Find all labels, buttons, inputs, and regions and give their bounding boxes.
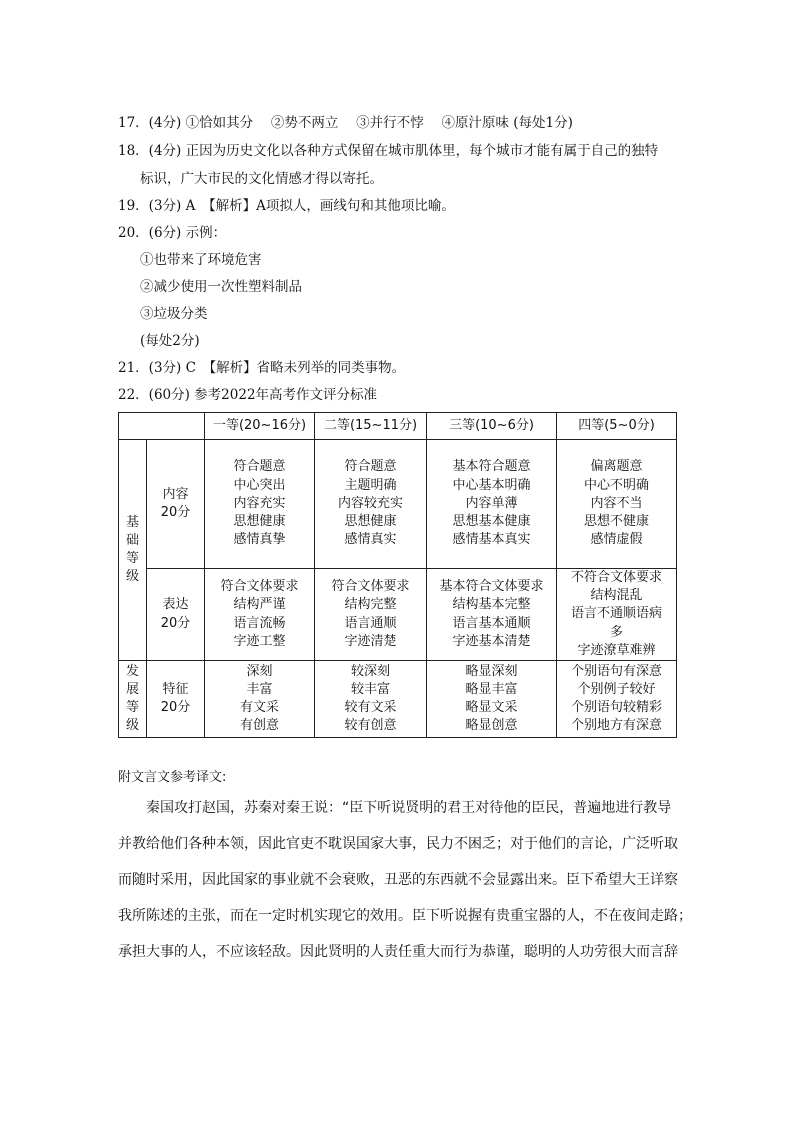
table-cell: 个别语句有深意 个别例子较好 个别语句较精彩 个别地方有深意 [557, 661, 677, 738]
table-cell: 基本符合题意 中心基本明确 内容单薄 思想基本健康 感情基本真实 [427, 440, 557, 569]
table-header-cell: 四等(5~0分) [557, 413, 677, 440]
appendix-title: 附文言文参考译文: [118, 770, 227, 785]
table-row-expression [119, 569, 677, 661]
table-cell: 符合题意 主题明确 内容较充实 思想健康 感情真实 [315, 440, 427, 569]
table-cell: 深刻 丰富 有文采 有创意 [205, 661, 315, 738]
table-header-row [119, 413, 677, 440]
answer-20: 20．(6分) 示例： [118, 225, 227, 241]
answer-17: 17．(4分) ①恰如其分 ②势不两立 ③并行不悖 ④原汁原味 (每处1分) [118, 115, 573, 131]
table-cell: 基本符合文体要求 结构基本完整 语言基本通顺 字迹基本清楚 [427, 569, 557, 661]
answer-20-item: ①也带来了环境危害 [140, 252, 262, 268]
table-cell: 偏离题意 中心不明确 内容不当 思想不健康 感情虚假 [557, 440, 677, 569]
answer-18-line2: 标识，广大市民的文化情感才得以寄托。 [140, 171, 383, 187]
table-cell: 略显深刻 略显丰富 略显文采 略显创意 [427, 661, 557, 738]
answer-22: 22．(60分) 参考2022年高考作文评分标准 [118, 387, 378, 403]
answer-18-line1: 18．(4分) 正因为历史文化以各种方式保留在城市肌体里，每个城市才能有属于自己的独特 [118, 143, 659, 159]
group-label-basic: 基 础 等 级 [119, 440, 147, 661]
row-label-content: 内容 20分 [147, 440, 205, 569]
appendix-line: 而随时采用，因此国家的事业就不会衰败，丑恶的东西就不会显露出来。臣下希望大王详察 [118, 872, 678, 888]
table-cell: 符合文体要求 结构完整 语言通顺 字迹清楚 [315, 569, 427, 661]
table-corner-cell [119, 413, 205, 440]
table-header-cell: 二等(15~11分) [315, 413, 427, 440]
appendix-line: 承担大事的人，不应该轻敌。因此贤明的人责任重大而行为恭谨，聪明的人功劳很大而言辞 [118, 944, 678, 960]
table-row-content [119, 440, 677, 569]
row-label-feature: 特征 20分 [147, 661, 205, 738]
answer-20-item: ②减少使用一次性塑料制品 [140, 279, 302, 295]
table-cell: 符合题意 中心突出 内容充实 思想健康 感情真挚 [205, 440, 315, 569]
answer-19: 19．(3分) A 【解析】A项拟人，画线句和其他项比喻。 [118, 198, 455, 214]
table-cell: 符合文体要求 结构严谨 语言流畅 字迹工整 [205, 569, 315, 661]
row-label-expression: 表达 20分 [147, 569, 205, 661]
table-header-cell: 一等(20~16分) [205, 413, 315, 440]
table-cell: 较深刻 较丰富 较有文采 较有创意 [315, 661, 427, 738]
answer-21: 21．(3分) C 【解析】省略未列举的同类事物。 [118, 360, 406, 376]
group-label-development: 发 展 等 级 [119, 661, 147, 738]
table-header-cell: 三等(10~6分) [427, 413, 557, 440]
table-row-feature [119, 661, 677, 738]
table-cell: 不符合文体要求 结构混乱 语言不通顺语病 多 字迹潦草难辨 [557, 569, 677, 661]
appendix-line: 并教给他们各种本领，因此官吏不耽误国家大事，民力不困乏；对于他们的言论，广泛听取 [118, 836, 678, 852]
answer-20-item: ③垃圾分类 [140, 306, 208, 322]
answer-20-note: (每处2分) [140, 333, 200, 349]
grading-table [118, 412, 677, 738]
appendix-line: 秦国攻打赵国，苏秦对秦王说：“臣下听说贤明的君王对待他的臣民，普遍地进行教导 [118, 800, 672, 816]
appendix-line: 我所陈述的主张，而在一定时机实现它的效用。臣下听说握有贵重宝器的人，不在夜间走路； [118, 908, 692, 924]
